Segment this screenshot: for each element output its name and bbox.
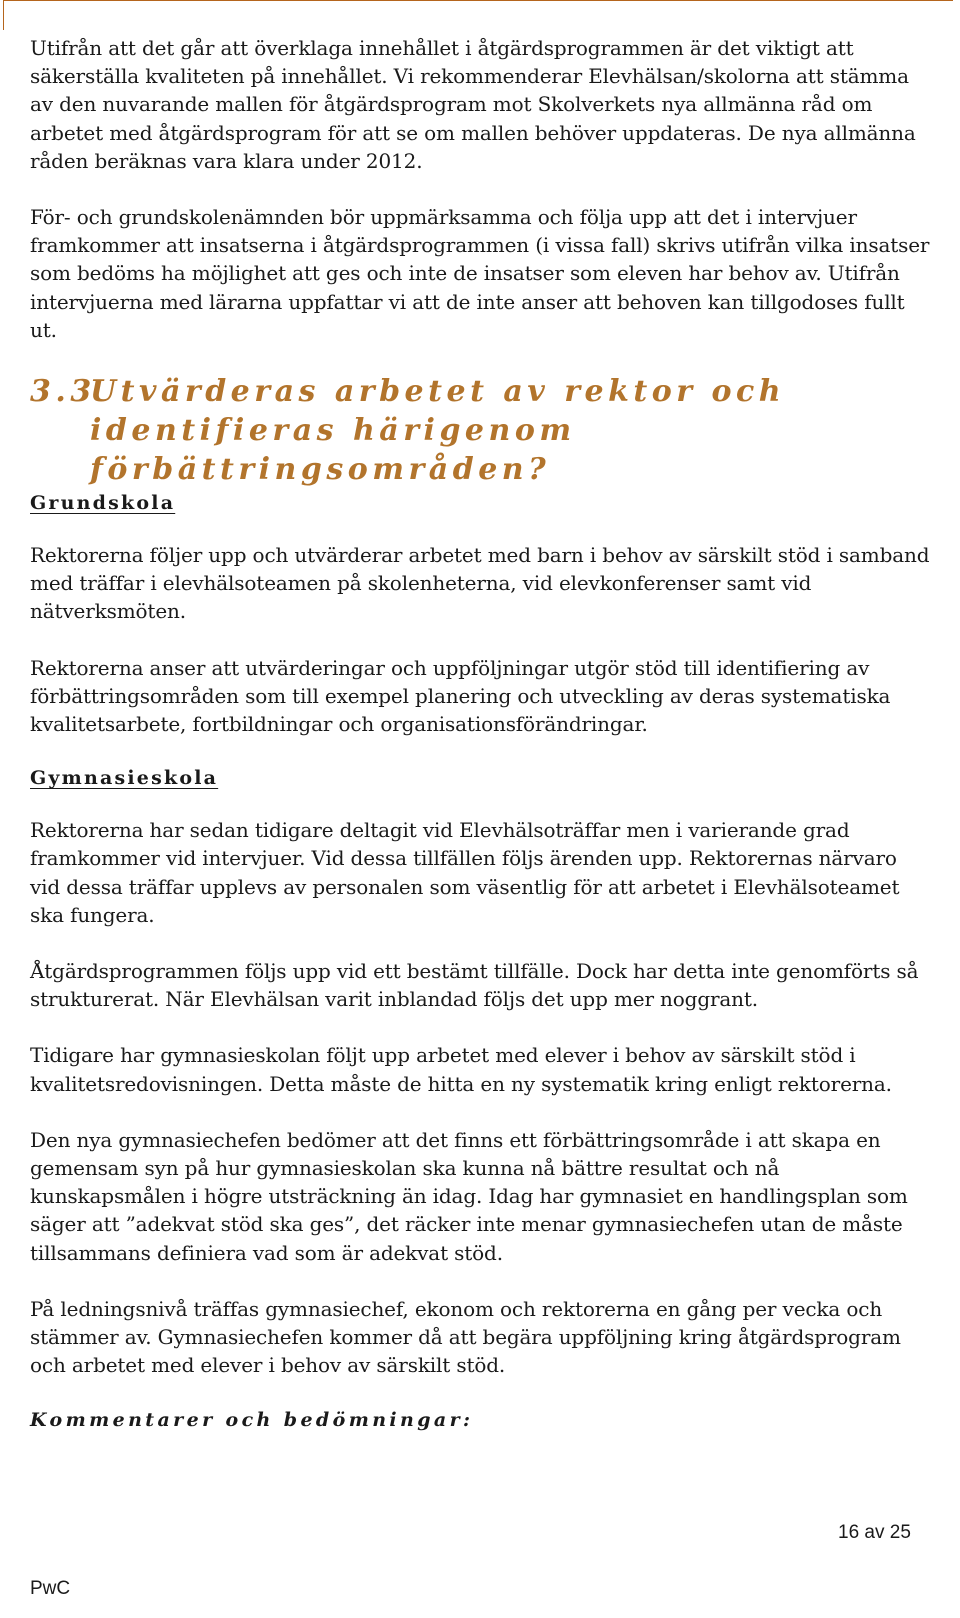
comments-heading: Kommentarer och bedömningar: (30, 1408, 474, 1431)
gymnasieskola-paragraph-3: Tidigare har gymnasieskolan följt upp arbetet med elever i behov av särskilt stöd i kvalitetsredovisningen. Detta måste de hitta en ny systematik kring enligt rektorerna. (30, 1043, 892, 1096)
document-body (30, 34, 930, 1434)
pwc-logo: PwC (30, 1578, 71, 1599)
section-number: 3.3 (30, 374, 96, 410)
section-title: Utvärderas arbetet av rektor och identifieras härigenom förbättringsområden? (90, 374, 786, 488)
gymnasieskola-paragraph-2: Åtgärdsprogrammen följs upp vid ett bestämt tillfälle. Dock har detta inte genomförts så strukturerat. När Elevhälsan varit inblandad följs det upp mer noggrant. (30, 959, 919, 1012)
paragraph-committee-note: För- och grundskolenämnden bör uppmärksamma och följa upp att det i intervjuer framkommer att insatserna i åtgärdsprogrammen (i vissa fall) skrivs utifrån vilka insatser som bedöms ha möjlighet att ges och inte de insatser som eleven har behov av. Utifrån intervjuerna med lärarna uppfattar vi att de inte anser att behoven kan tillgodoses fullt ut. (30, 205, 930, 342)
grundskola-section (30, 489, 930, 738)
gymnasieskola-paragraph-4: Den nya gymnasiechefen bedömer att det finns ett förbättringsområde i att skapa en gemensam syn på hur gymnasieskolan ska kunna nå bättre resultat och nå kunskapsmålen i högre utsträckning än idag. Idag har gymnasiet en handlingsplan som säger att ”adekvat stöd ska ges”, det räcker inte menar gymnasiechefen utan de måste tillsammans definiera vad som är adekvat stöd. (30, 1127, 908, 1265)
grundskola-heading: Grundskola (30, 492, 176, 515)
gymnasieskola-paragraph-5: På ledningsnivå träffas gymnasiechef, ekonom och rektorerna en gång per vecka och stämmer av. Gymnasiechefen kommer då att begära uppföljning kring åtgärdsprogram och arbetet med elever i behov av särskilt stöd. (30, 1296, 901, 1378)
grundskola-paragraph-2: Rektorerna anser att utvärderingar och uppföljningar utgör stöd till identifiering av förbättringsområden som till exempel planering och utveckling av deras systematiska kvalitetsarbete, fortbildningar och organisationsförändringar. (30, 655, 891, 737)
gymnasieskola-paragraph-1: Rektorerna har sedan tidigare deltagit vid Elevhälsoträffar men i varierande grad framkommer vid intervjuer. Vid dessa tillfällen följs ärenden upp. Rektorernas närvaro vid dessa träffar upplevs av personalen som väsentlig för att arbetet i Elevhälsoteamet ska fungera. (30, 818, 900, 927)
gymnasieskola-section (30, 764, 930, 1379)
paragraph-recommendation: Utifrån att det går att överklaga innehållet i åtgärdsprogrammen är det viktigt att säkerställa kvaliteten på innehållet. Vi rekommenderar Elevhälsan/skolorna att stämma av den nuvarande mallen för åtgärdsprogram mot Skolverkets nya allmänna råd om arbetet med åtgärdsprogram för att se om mallen behöver uppdateras. De nya allmänna råden beräknas vara klara under 2012. (30, 36, 916, 173)
page-corner-mark (3, 0, 953, 30)
gymnasieskola-heading: Gymnasieskola (30, 767, 219, 790)
section-heading (30, 372, 930, 489)
page-number: 16 av 25 (838, 1522, 911, 1543)
grundskola-paragraph-1: Rektorerna följer upp och utvärderar arbetet med barn i behov av särskilt stöd i samband med träffar i elevhälsoteamen på skolenheterna, vid elevkonferenser samt vid nätverksmöten. (30, 543, 930, 624)
